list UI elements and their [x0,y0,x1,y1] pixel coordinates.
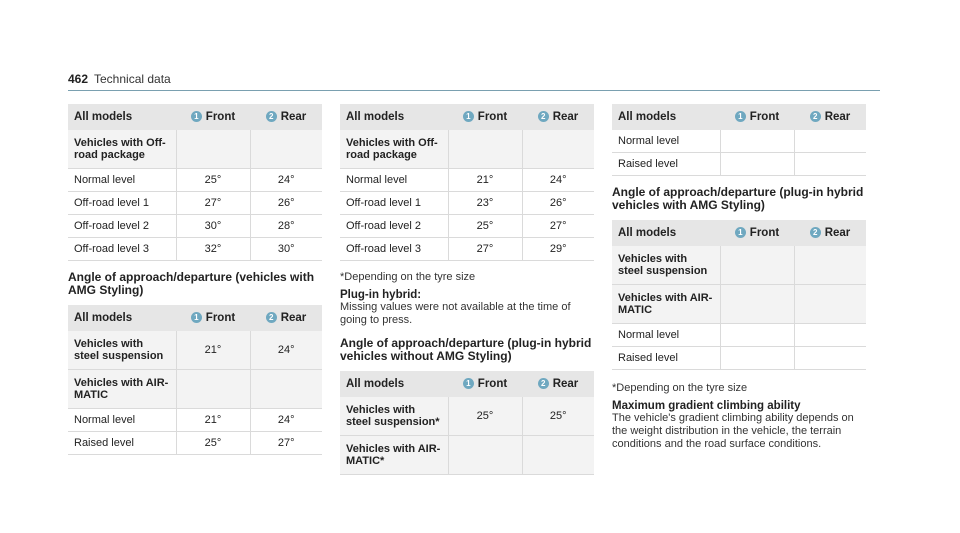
page-header [68,68,880,91]
subheading-steel: Vehicles with steel suspension [612,246,720,285]
table-row: Raised level 25° 27° [68,432,322,455]
table-row: Normal level [612,324,866,347]
badge-2-icon: 2 [266,111,277,122]
column-header-models: All models [68,104,176,130]
column-header-front: 1 Front [448,371,522,397]
badge-2-icon: 2 [810,227,821,238]
table-subheading-row [612,246,866,285]
table-row: Normal level [612,130,866,153]
table-header-row [340,371,594,397]
column-header-rear: 2 Rear [522,371,594,397]
column-header-models: All models [612,104,720,130]
table-row: Normal level 21° 24° [340,169,594,192]
column-header-rear: 2 Rear [522,104,594,130]
plug-in-no-amg-table [340,371,594,475]
badge-1-icon: 1 [735,227,746,238]
column-header-models: All models [340,371,448,397]
badge-1-icon: 1 [191,312,202,323]
subheading-air-matic: Vehicles with AIR-MATIC [612,285,720,324]
gradient-title: Maximum gradient climbing ability [612,400,801,412]
footnote: *Depending on the tyre size [340,271,476,283]
subheading-steel: Vehicles with steel suspension* [340,397,448,436]
subheading-steel: Vehicles with steel suspension [68,331,176,370]
badge-2-icon: 2 [538,378,549,389]
table-row: Normal level 21° 24° [68,409,322,432]
table-header-row [612,220,866,246]
amg-styling-heading: Angle of approach/departure (vehicles with AMG Styling) [68,270,315,297]
table-row: Raised level [612,347,866,370]
badge-1-icon: 1 [463,378,474,389]
column-header-models: All models [68,305,176,331]
amg-styling-angle-table [68,305,322,455]
gradient-text: The vehicle's gradient climbing ability depends on the weight distribution in the vehicle, the terrain conditions and the road surface conditions. [612,412,854,450]
subheading-air-matic: Vehicles with AIR-MATIC* [340,436,448,475]
badge-2-icon: 2 [266,312,277,323]
table-row: Off-road level 3 32° 30° [68,238,322,261]
badge-2-icon: 2 [810,111,821,122]
table-row: Raised level [612,153,866,176]
column-header-rear: 2 Rear [250,305,322,331]
column-header-front: 1 Front [176,305,250,331]
table-header-row [612,104,866,130]
table-subheading-row [68,130,322,169]
plug-in-no-amg-heading: Angle of approach/departure (plug-in hybrid vehicles without AMG Styling) [340,336,592,363]
column-header-rear: 2 Rear [250,104,322,130]
table-row: Normal level 25° 24° [68,169,322,192]
column-1 [68,104,322,455]
subheading-off-road: Vehicles with Off-road package [340,130,448,169]
table-subheading-row [68,370,322,409]
column-3 [612,104,872,451]
column-2 [340,104,600,475]
table-row: Vehicles with steel suspension* 25° 25° [340,397,594,436]
table-row: Off-road level 3 27° 29° [340,238,594,261]
column-header-rear: 2 Rear [794,104,866,130]
badge-1-icon: 1 [463,111,474,122]
table-row: Off-road level 2 25° 27° [340,215,594,238]
page-number: 462 [68,72,89,86]
column-header-rear: 2 Rear [794,220,866,246]
column-header-models: All models [612,220,720,246]
table-subheading-row [340,130,594,169]
off-road-angle-table [340,104,594,261]
column-header-front: 1 Front [720,220,794,246]
table-header-row [340,104,594,130]
column-header-front: 1 Front [720,104,794,130]
plug-in-amg-table [612,220,866,370]
table-header-row [68,305,322,331]
column-header-front: 1 Front [448,104,522,130]
table-row: Off-road level 1 27° 26° [68,192,322,215]
badge-1-icon: 1 [191,111,202,122]
badge-1-icon: 1 [735,111,746,122]
plug-in-hybrid-title: Plug-in hybrid: [340,289,422,301]
off-road-angle-table [68,104,322,261]
plug-in-levels-table [612,104,866,176]
table-row: Off-road level 1 23° 26° [340,192,594,215]
column-header-models: All models [340,104,448,130]
table-row: Vehicles with steel suspension 21° 24° [68,331,322,370]
subheading-air-matic: Vehicles with AIR-MATIC [68,370,176,409]
table-subheading-row [340,436,594,475]
section-title: Technical data [94,72,171,86]
table-header-row [68,104,322,130]
plug-in-amg-heading: Angle of approach/departure (plug-in hybrid vehicles with AMG Styling) [612,185,864,212]
subheading-off-road: Vehicles with Off-road package [68,130,176,169]
table-subheading-row [612,285,866,324]
column-header-front: 1 Front [176,104,250,130]
plug-in-hybrid-text: Missing values were not available at the time of going to press. [340,301,571,326]
badge-2-icon: 2 [538,111,549,122]
footnote: *Depending on the tyre size [612,382,748,394]
table-row: Off-road level 2 30° 28° [68,215,322,238]
